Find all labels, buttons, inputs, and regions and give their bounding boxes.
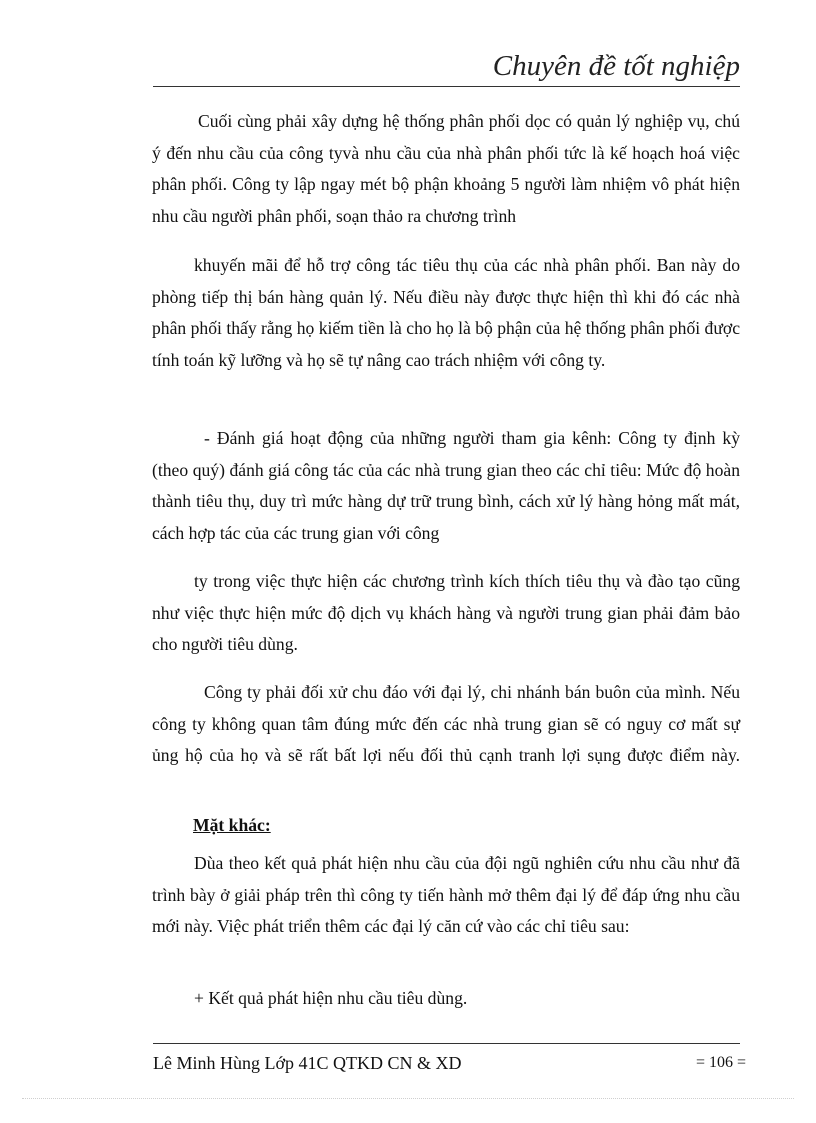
paragraph-5: Công ty phải đối xử chu đáo với đại lý, chi nhánh bán buôn của mình. Nếu công ty không quan tâm đúng mức đến các nhà trung gian sẽ có nguy cơ mất sự ủng hộ của họ và sẽ rất bất lợi nếu đối thủ cạnh tranh lợi sụng được điểm này. — [152, 682, 740, 765]
paragraph-4: ty trong việc thực hiện các chương trình kích thích tiêu thụ và đào tạo cũng như việc thực hiện mức độ dịch vụ khách hàng và người trung gian phải đảm bảo cho người tiêu dùng. — [152, 571, 740, 654]
footer-rule — [153, 1043, 740, 1044]
page-bottom-dotted-line — [22, 1098, 794, 1099]
bullet-item: + Kết quả phát hiện nhu cầu tiêu dùng. — [194, 988, 468, 1008]
footer-author: Lê Minh Hùng Lớp 41C QTKD CN & XD — [153, 1053, 462, 1073]
paragraph-1: Cuối cùng phải xây dựng hệ thống phân phối dọc có quản lý nghiệp vụ, chú ý đến nhu cầu của công tyvà nhu cầu của nhà phân phối tức là kế hoạch hoá việc phân phối. Công ty lập ngay mét bộ phận khoảng 5 người làm nhiệm vô phát hiện nhu cầu người phân phối, soạn thảo ra chương trình — [152, 111, 740, 226]
page-number: = 106 = — [695, 1054, 746, 1071]
paragraph-6: Dùa theo kết quả phát hiện nhu cầu của đội ngũ nghiên cứu nhu cầu như đã trình bày ở giải pháp trên thì công ty tiến hành mở thêm đại lý để đáp ứng nhu cầu mới này. Việc phát triển thêm các đại lý căn cứ vào các chỉ tiêu sau: — [152, 853, 740, 936]
paragraph-3: - Đánh giá hoạt động của những người tham gia kênh: Công ty định kỳ (theo quý) đánh giá công tác của các nhà trung gian theo các chỉ tiêu: Mức độ hoàn thành tiêu thụ, duy trì mức hàng dự trữ trung bình, cách xử lý hàng hỏng mất mát, cách hợp tác của các trung gian với công — [152, 428, 740, 543]
section-heading: Mặt khác: — [193, 815, 271, 835]
page-header-title: Chuyên đề tốt nghiệp — [492, 50, 740, 82]
paragraph-2: khuyến mãi để hỗ trợ công tác tiêu thụ của các nhà phân phối. Ban này do phòng tiếp thị bán hàng quản lý. Nếu điều này được thực hiện thì khi đó các nhà phân phối thấy rằng họ kiếm tiền là cho họ là bộ phận của hệ thống phân phối được tính toán kỹ lưỡng và họ sẽ tự nâng cao trách nhiệm với công ty. — [152, 255, 740, 370]
header-rule — [153, 86, 740, 87]
